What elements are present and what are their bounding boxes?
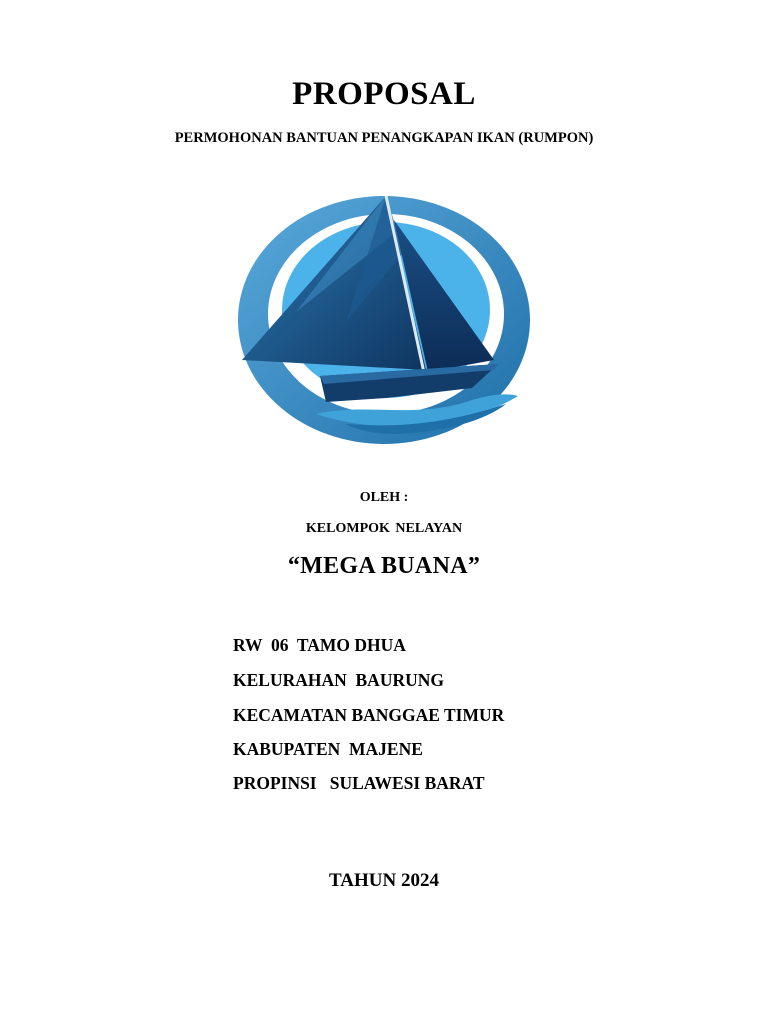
document-year: TAHUN 2024 bbox=[329, 870, 439, 891]
address-line: KECAMATAN BANGGAE TIMUR bbox=[233, 705, 505, 725]
by-label: OLEH : bbox=[359, 490, 409, 505]
address-line: KABUPATEN MAJENE bbox=[233, 739, 423, 759]
document-title: PROPOSAL bbox=[292, 76, 476, 112]
group-name: “MEGA BUANA” bbox=[287, 553, 481, 579]
address-line: KELURAHAN BAURUNG bbox=[233, 670, 444, 690]
document-subtitle: PERMOHONAN BANTUAN PENANGKAPAN IKAN (RUMPON) bbox=[174, 130, 594, 146]
address-line: RW 06 TAMO DHUA bbox=[233, 635, 406, 655]
group-type: KELOMPOK NELAYAN bbox=[305, 521, 463, 536]
address-line: PROPINSI SULAWESI BARAT bbox=[233, 773, 485, 793]
sailboat-logo-icon bbox=[236, 192, 532, 445]
